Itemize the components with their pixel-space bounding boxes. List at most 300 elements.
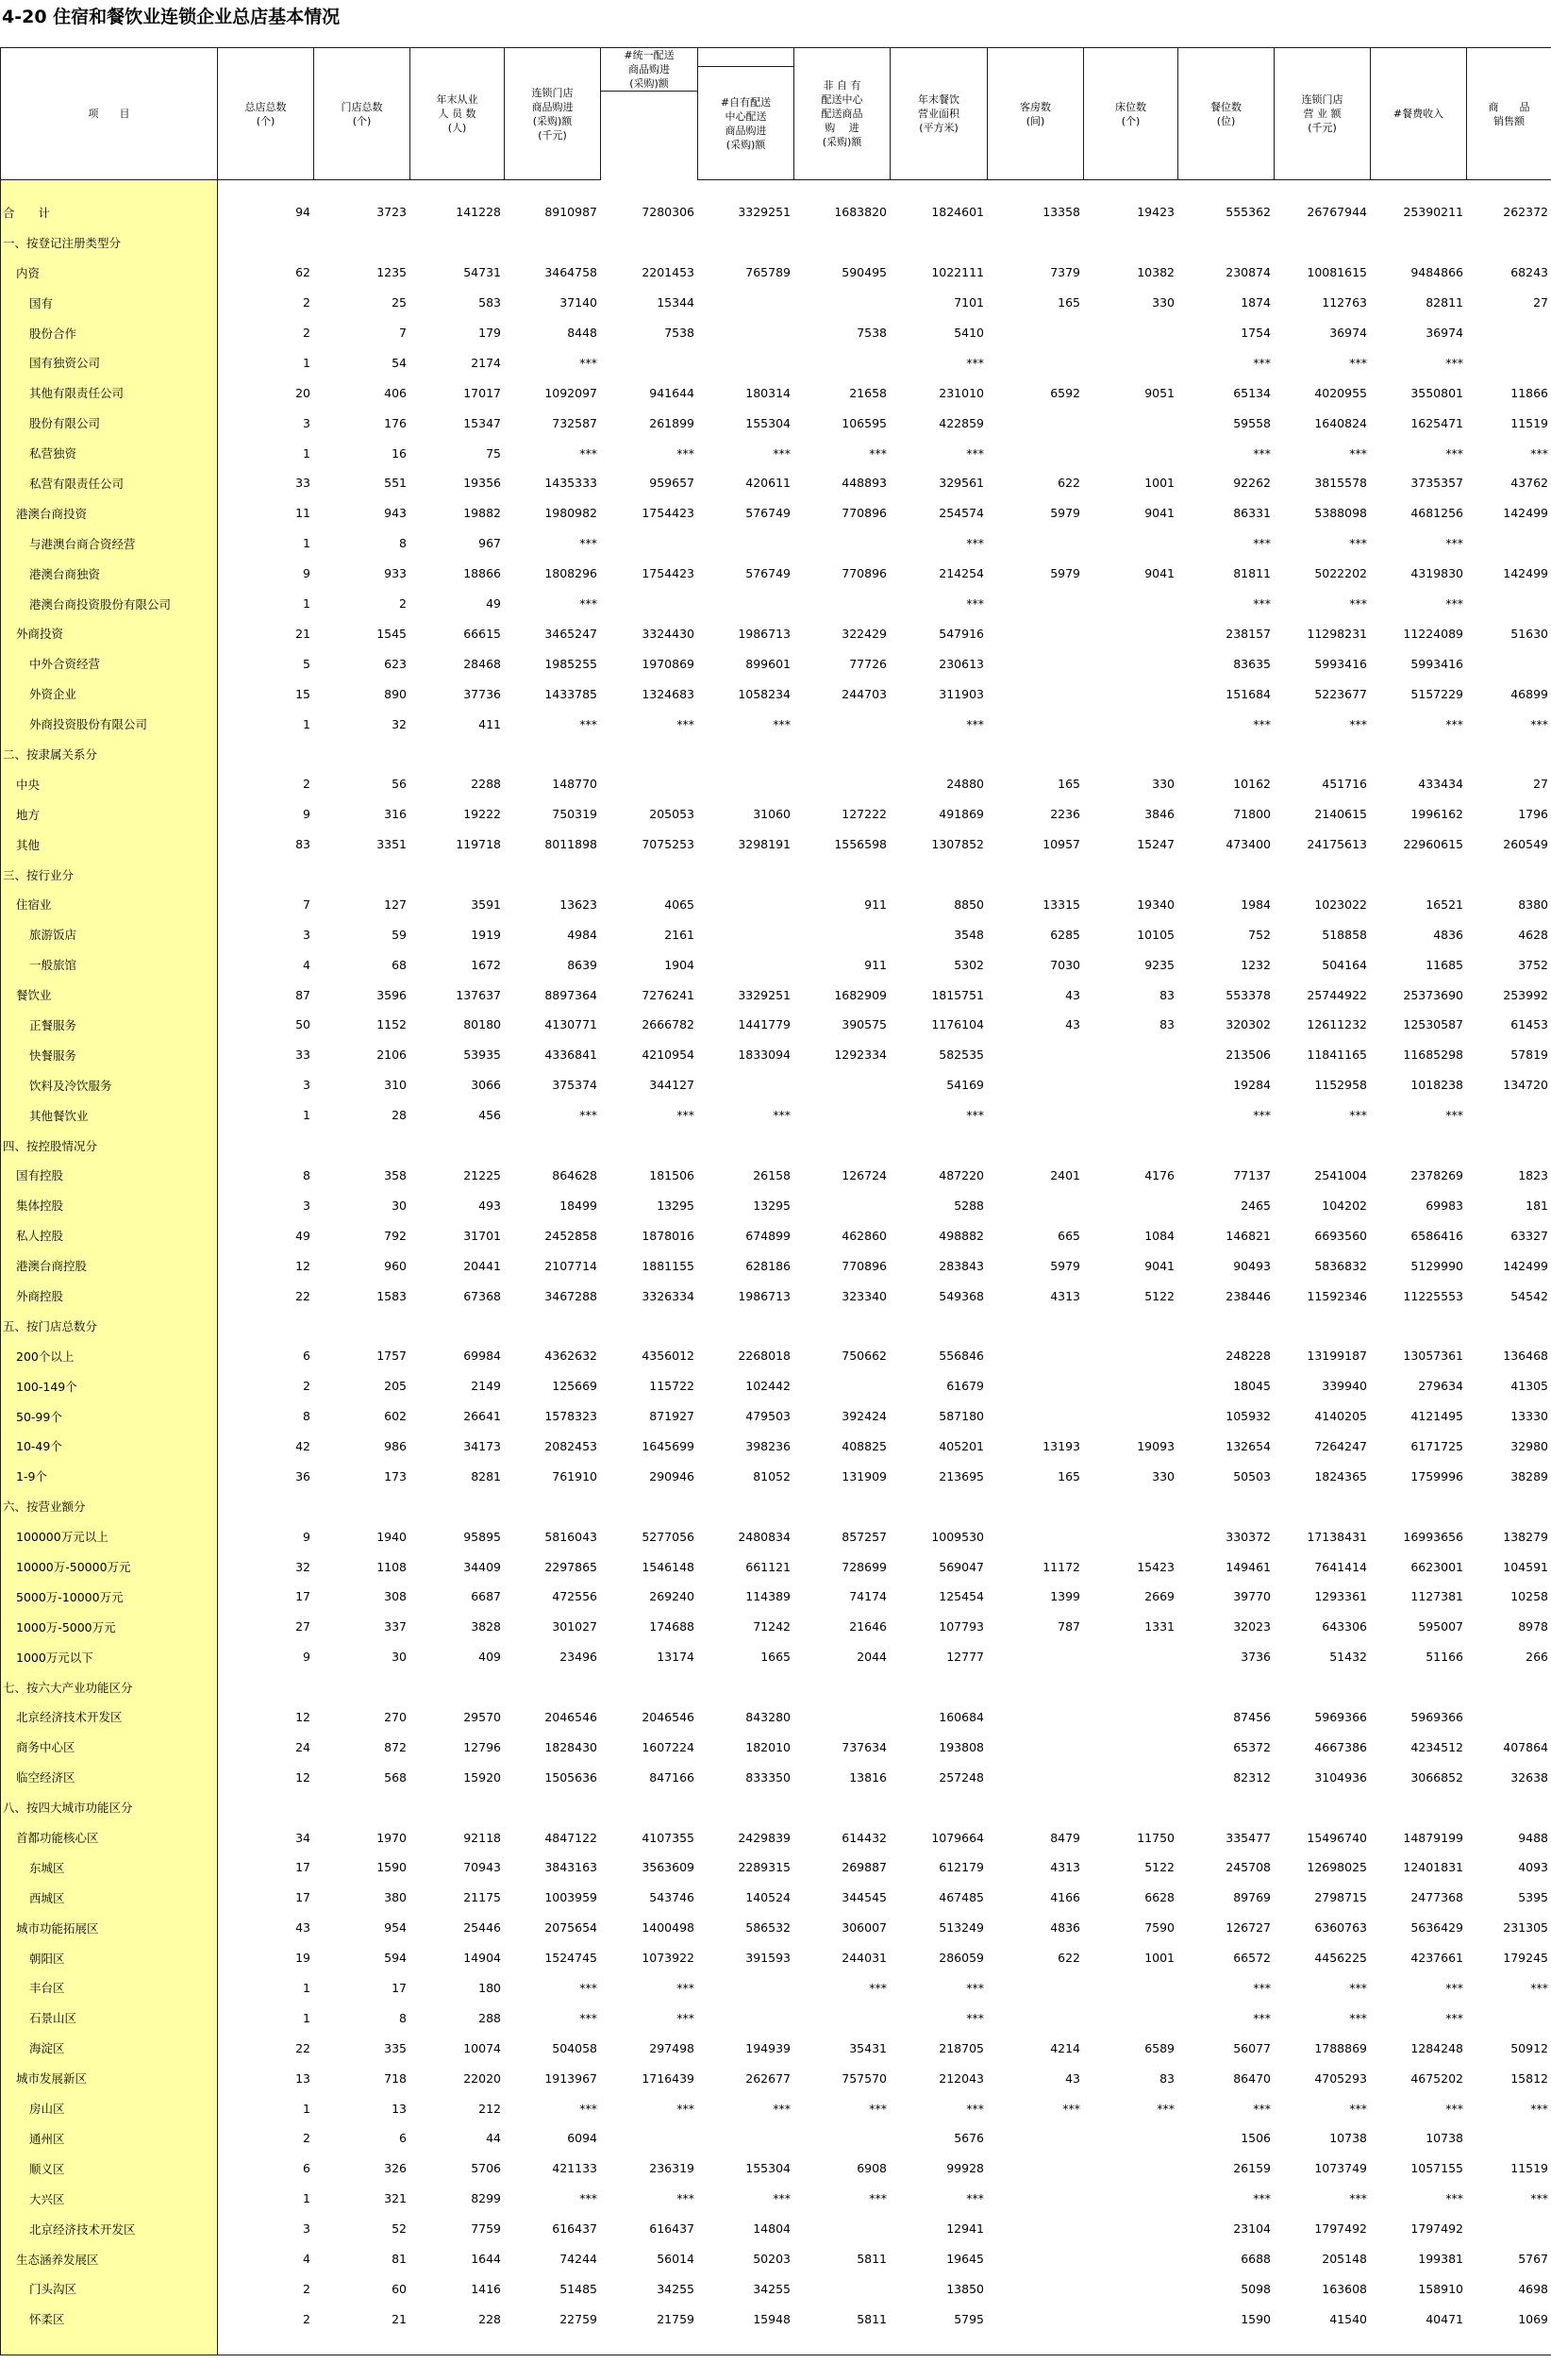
value-cell: 87456: [1233, 1709, 1271, 1724]
value-cell: 261899: [649, 415, 694, 430]
value-cell: [1084, 2184, 1178, 2214]
value-cell: 594: [384, 1951, 407, 1966]
value-cell: 614432: [842, 1830, 887, 1845]
value-cell: [601, 528, 698, 559]
value-cell: 193808: [939, 1739, 984, 1754]
value-cell: 231010: [939, 385, 984, 400]
table-row: [1, 648, 1551, 679]
value-cell: 19423: [1137, 205, 1175, 220]
row-label: 丰台区: [1, 1973, 218, 2003]
row-label: 八、按四大城市功能区分: [1, 1792, 218, 1822]
value-cell: [988, 227, 1084, 258]
value-cell: 4362632: [544, 1349, 597, 1364]
value-cell: 1986713: [738, 626, 791, 641]
value-cell: [505, 1491, 601, 1521]
value-cell: [314, 1792, 410, 1822]
value-cell: 1815751: [931, 987, 984, 1002]
value-cell: 37736: [463, 686, 501, 701]
value-cell: 141228: [456, 205, 501, 220]
table-row: [1, 1341, 1551, 1371]
value-cell: 57819: [1467, 1040, 1551, 1070]
value-cell: [410, 860, 505, 890]
value-cell: 165: [1058, 777, 1080, 792]
value-cell: 21: [392, 2311, 407, 2326]
value-cell: [988, 679, 1084, 709]
value-cell: 409: [478, 1650, 501, 1665]
value-cell: 54731: [463, 265, 501, 280]
value-cell: [601, 347, 698, 377]
value-cell: 131909: [842, 1468, 887, 1483]
header-area: 年末餐饮 营业面积 (平方米): [891, 48, 988, 180]
value-cell: [1084, 1792, 1178, 1822]
table-row: [1, 1762, 1551, 1792]
row-label: 朝阳区: [1, 1943, 218, 1973]
value-cell: ***: [1445, 1980, 1463, 1995]
value-cell: [314, 1311, 410, 1341]
value-cell: 1: [303, 2101, 310, 2116]
value-cell: 1506: [1241, 2131, 1271, 2146]
value-cell: 54542: [1467, 1281, 1551, 1311]
row-label: 门头沟区: [1, 2273, 218, 2304]
value-cell: 553378: [1226, 987, 1271, 1002]
value-cell: 9051: [1144, 385, 1175, 400]
value-cell: 180: [478, 1980, 501, 1995]
value-cell: 94: [295, 205, 310, 220]
value-cell: 8479: [1050, 1830, 1080, 1845]
value-cell: 3467288: [544, 1288, 597, 1303]
value-cell: 8850: [954, 897, 984, 912]
value-cell: 50203: [753, 2252, 791, 2266]
value-cell: 422859: [939, 415, 984, 430]
row-label: 四、按控股情况分: [1, 1131, 218, 1161]
value-cell: 3596: [376, 987, 407, 1002]
value-cell: 238446: [1226, 1288, 1271, 1303]
value-cell: 1757: [376, 1349, 407, 1364]
value-cell: [988, 739, 1084, 769]
value-cell: [698, 227, 794, 258]
table-row: [1, 2033, 1551, 2063]
value-cell: 5129990: [1410, 1258, 1463, 1273]
value-cell: 1001: [1144, 476, 1175, 491]
row-label: 七、按六大产业功能区分: [1, 1672, 218, 1702]
value-cell: [698, 1973, 794, 2003]
value-cell: 11224089: [1403, 626, 1463, 641]
value-cell: [1084, 1672, 1178, 1702]
table-row: [1, 347, 1551, 377]
value-cell: [988, 1702, 1084, 1733]
value-cell: 16: [392, 445, 407, 461]
row-label: 饮料及冷饮服务: [1, 1070, 218, 1100]
value-cell: [698, 1491, 794, 1521]
value-cell: 518858: [1322, 927, 1367, 942]
value-cell: 2: [303, 2281, 310, 2296]
value-cell: 2669: [1144, 1589, 1175, 1604]
value-cell: ***: [966, 596, 984, 612]
value-cell: 4: [303, 2252, 310, 2266]
value-cell: 62: [295, 265, 310, 280]
value-cell: [1467, 2123, 1551, 2154]
value-cell: [891, 1131, 988, 1161]
value-cell: [698, 288, 794, 318]
value-cell: 6094: [567, 2131, 597, 2146]
value-cell: 1682909: [834, 987, 887, 1002]
row-label: 正餐服务: [1, 1010, 218, 1040]
value-cell: 2401: [1050, 1167, 1080, 1182]
value-cell: 306007: [842, 1920, 887, 1936]
value-cell: 2106: [376, 1048, 407, 1063]
value-cell: [1178, 1311, 1275, 1341]
value-cell: 27: [295, 1619, 310, 1634]
value-cell: 674899: [745, 1228, 791, 1243]
value-cell: 13315: [1042, 897, 1080, 912]
value-cell: [601, 1131, 698, 1161]
value-cell: [988, 1491, 1084, 1521]
value-cell: 1092097: [544, 385, 597, 400]
value-cell: [988, 1131, 1084, 1161]
value-cell: 479503: [745, 1409, 791, 1424]
value-cell: 1545: [376, 626, 407, 641]
value-cell: 3550801: [1410, 385, 1463, 400]
row-label: 私营独资: [1, 438, 218, 468]
value-cell: 43: [1065, 1017, 1080, 1032]
value-cell: 1331: [1144, 1619, 1175, 1634]
value-cell: 22759: [559, 2311, 597, 2326]
value-cell: 205: [384, 1379, 407, 1394]
value-cell: 5122: [1144, 1860, 1175, 1875]
value-cell: [1275, 860, 1371, 890]
table-row: [1, 1582, 1551, 1612]
value-cell: 1583: [376, 1288, 407, 1303]
value-cell: 6: [303, 1349, 310, 1364]
empty-cell: [601, 2334, 698, 2355]
value-cell: 5969366: [1410, 1709, 1463, 1724]
value-cell: 11172: [1042, 1559, 1080, 1574]
value-cell: [1084, 1642, 1178, 1672]
value-cell: [1084, 438, 1178, 468]
row-label: 东城区: [1, 1852, 218, 1883]
value-cell: 491869: [939, 807, 984, 822]
value-cell: 1441779: [738, 1017, 791, 1032]
empty-cell: [1467, 2334, 1551, 2355]
value-cell: 757570: [842, 2070, 887, 2086]
value-cell: 2: [303, 2131, 310, 2146]
value-cell: 18499: [559, 1198, 597, 1213]
value-cell: [218, 860, 314, 890]
value-cell: 622: [1058, 476, 1080, 491]
value-cell: [314, 227, 410, 258]
value-cell: 30: [392, 1198, 407, 1213]
value-cell: 36974: [1329, 326, 1367, 340]
value-cell: 230874: [1226, 265, 1271, 280]
value-cell: 406: [384, 385, 407, 400]
value-cell: 23496: [559, 1650, 597, 1665]
value-cell: ***: [1445, 445, 1463, 461]
empty-cell: [601, 180, 698, 198]
value-cell: [988, 1973, 1084, 2003]
value-cell: [601, 1311, 698, 1341]
value-cell: 310: [384, 1078, 407, 1093]
value-cell: 16993656: [1403, 1529, 1463, 1544]
row-label: 二、按隶属关系分: [1, 739, 218, 769]
value-cell: 44: [486, 2131, 501, 2146]
value-cell: 179245: [1467, 1943, 1551, 1973]
value-cell: 11298231: [1307, 626, 1367, 641]
value-cell: 21225: [463, 1167, 501, 1182]
table-row: [1, 1401, 1551, 1432]
value-cell: 1986713: [738, 1288, 791, 1303]
value-cell: 148770: [552, 777, 597, 792]
value-cell: 25390211: [1403, 205, 1463, 220]
value-cell: 34255: [753, 2281, 791, 2296]
value-cell: 15247: [1137, 837, 1175, 852]
table-row: [1, 1973, 1551, 2003]
value-cell: [891, 227, 988, 258]
value-cell: 8299: [471, 2191, 501, 2206]
value-cell: 61453: [1467, 1010, 1551, 1040]
value-cell: [1084, 2304, 1178, 2334]
value-cell: 1235: [376, 265, 407, 280]
value-cell: [794, 1672, 891, 1702]
value-cell: 8: [399, 536, 407, 551]
value-cell: 1881155: [642, 1258, 694, 1273]
value-cell: 21658: [849, 385, 887, 400]
value-cell: 4984: [567, 927, 597, 942]
table-row: [1, 468, 1551, 498]
value-cell: ***: [1349, 2010, 1367, 2025]
value-cell: [988, 1762, 1084, 1792]
row-label: 国有控股: [1, 1161, 218, 1191]
value-cell: 125454: [939, 1589, 984, 1604]
row-label: 住宿业: [1, 889, 218, 919]
value-cell: 6586416: [1410, 1228, 1463, 1243]
value-cell: 11750: [1137, 1830, 1175, 1845]
row-label: 旅游饭店: [1, 919, 218, 949]
value-cell: 99928: [946, 2161, 984, 2176]
row-label: 石景山区: [1, 2003, 218, 2033]
header-catering-income: #餐费收入: [1371, 48, 1467, 180]
value-cell: 59558: [1233, 415, 1271, 430]
value-cell: 9488: [1467, 1822, 1551, 1852]
value-cell: 52: [392, 2221, 407, 2237]
value-cell: 92262: [1233, 476, 1271, 491]
value-cell: 63327: [1467, 1220, 1551, 1250]
value-cell: 1823: [1467, 1161, 1551, 1191]
value-cell: 623: [384, 656, 407, 671]
value-cell: 2452858: [544, 1228, 597, 1243]
value-cell: 582535: [939, 1048, 984, 1063]
value-cell: [988, 1371, 1084, 1401]
value-cell: [988, 2123, 1084, 2154]
value-cell: ***: [579, 1108, 597, 1123]
value-cell: 43: [1065, 2070, 1080, 2086]
value-cell: 65134: [1233, 385, 1271, 400]
row-label: 5000万-10000万元: [1, 1582, 218, 1612]
value-cell: [988, 528, 1084, 559]
value-cell: 8: [399, 2010, 407, 2025]
value-cell: 3326334: [642, 1288, 694, 1303]
value-cell: [601, 227, 698, 258]
value-cell: ***: [1253, 536, 1271, 551]
value-cell: 7030: [1050, 957, 1080, 972]
value-cell: 358: [384, 1167, 407, 1182]
value-cell: 3828: [471, 1619, 501, 1634]
table-row: [1, 589, 1551, 619]
value-cell: 142499: [1467, 559, 1551, 589]
value-cell: 5: [303, 656, 310, 671]
value-cell: [314, 739, 410, 769]
row-label: 中央: [1, 769, 218, 799]
value-cell: 1: [303, 2010, 310, 2025]
value-cell: 194939: [745, 2040, 791, 2055]
value-cell: 1073749: [1314, 2161, 1367, 2176]
value-cell: 17: [295, 1890, 310, 1905]
value-cell: ***: [1349, 1108, 1367, 1123]
value-cell: ***: [1349, 2191, 1367, 2206]
value-cell: 7280306: [642, 205, 694, 220]
value-cell: 339940: [1322, 1379, 1367, 1394]
value-cell: 330372: [1226, 1529, 1271, 1544]
value-cell: 260549: [1467, 830, 1551, 860]
value-cell: 6: [303, 2161, 310, 2176]
table-row: [1, 1161, 1551, 1191]
value-cell: 51630: [1467, 618, 1551, 648]
value-cell: ***: [1467, 709, 1551, 739]
value-cell: 20: [295, 385, 310, 400]
value-cell: 4166: [1050, 1890, 1080, 1905]
value-cell: 12698025: [1307, 1860, 1367, 1875]
value-cell: 46899: [1467, 679, 1551, 709]
row-label: 港澳台商独资: [1, 559, 218, 589]
value-cell: ***: [676, 1108, 694, 1123]
empty-cell: [1275, 180, 1371, 198]
value-cell: 115722: [649, 1379, 694, 1394]
value-cell: 326: [384, 2161, 407, 2176]
table-row: [1, 709, 1551, 739]
value-cell: 765789: [745, 265, 791, 280]
value-cell: 4: [303, 957, 310, 972]
value-cell: 269887: [842, 1860, 887, 1875]
value-cell: 9: [303, 807, 310, 822]
value-cell: [988, 2244, 1084, 2274]
value-cell: 612179: [939, 1860, 984, 1875]
table-row: [1, 408, 1551, 438]
value-cell: 959657: [649, 476, 694, 491]
value-cell: 90493: [1233, 1258, 1271, 1273]
value-cell: [891, 1672, 988, 1702]
value-cell: [601, 1491, 698, 1521]
value-cell: [1084, 1190, 1178, 1220]
row-label: 外商投资股份有限公司: [1, 709, 218, 739]
value-cell: 9041: [1144, 1258, 1175, 1273]
value-cell: 254574: [939, 506, 984, 521]
value-cell: 27: [1467, 769, 1551, 799]
value-cell: 199381: [1418, 2252, 1463, 2266]
row-label: 外商投资: [1, 618, 218, 648]
value-cell: [1084, 2214, 1178, 2244]
row-label: 西城区: [1, 1883, 218, 1913]
value-cell: 49: [486, 596, 501, 612]
value-cell: 504058: [552, 2040, 597, 2055]
value-cell: 51166: [1426, 1650, 1463, 1665]
value-cell: 69983: [1426, 1198, 1463, 1213]
table-row: [1, 1642, 1551, 1672]
value-cell: 750319: [552, 807, 597, 822]
value-cell: [1084, 1070, 1178, 1100]
table-row: [1, 1852, 1551, 1883]
value-cell: 142499: [1467, 498, 1551, 528]
value-cell: ***: [1445, 716, 1463, 731]
row-label: 临空经济区: [1, 1762, 218, 1792]
value-cell: [505, 1131, 601, 1161]
value-cell: 1980982: [544, 506, 597, 521]
value-cell: 4121495: [1410, 1409, 1463, 1424]
value-cell: 22960615: [1403, 837, 1463, 852]
value-cell: 6: [399, 2131, 407, 2146]
value-cell: [505, 1792, 601, 1822]
value-cell: 3815578: [1314, 476, 1367, 491]
value-cell: ***: [579, 2191, 597, 2206]
value-cell: 1084: [1144, 1228, 1175, 1243]
value-cell: 8910987: [544, 205, 597, 220]
value-cell: ***: [869, 2101, 887, 2116]
table-row: [1, 679, 1551, 709]
value-cell: [988, 1521, 1084, 1551]
value-cell: [1084, 2273, 1178, 2304]
value-cell: 3723: [376, 205, 407, 220]
value-cell: 15344: [657, 295, 694, 310]
value-cell: [1084, 2003, 1178, 2033]
value-cell: [601, 1672, 698, 1702]
value-cell: [410, 1672, 505, 1702]
value-cell: [794, 1131, 891, 1161]
value-cell: 1433785: [544, 686, 597, 701]
value-cell: 3752: [1467, 949, 1551, 980]
row-label: 港澳台商控股: [1, 1250, 218, 1281]
value-cell: [1371, 1792, 1467, 1822]
value-cell: [1084, 318, 1178, 348]
value-cell: 43762: [1467, 468, 1551, 498]
empty-cell: [1275, 2334, 1371, 2355]
value-cell: [1467, 1100, 1551, 1131]
value-cell: ***: [1349, 596, 1367, 612]
value-cell: 3329251: [738, 205, 791, 220]
value-cell: 13623: [559, 897, 597, 912]
value-cell: 1232: [1241, 957, 1271, 972]
value-cell: 104591: [1467, 1551, 1551, 1582]
table-row: [1, 1190, 1551, 1220]
value-cell: ***: [869, 1980, 887, 1995]
value-cell: 33: [295, 476, 310, 491]
value-cell: 2201453: [642, 265, 694, 280]
value-cell: 967: [478, 536, 501, 551]
value-cell: [1178, 739, 1275, 769]
value-cell: [314, 860, 410, 890]
value-cell: ***: [773, 2191, 791, 2206]
value-cell: 1293361: [1314, 1589, 1367, 1604]
value-cell: [1467, 860, 1551, 890]
value-cell: 5410: [954, 326, 984, 340]
value-cell: 10258: [1467, 1582, 1551, 1612]
value-cell: [988, 2304, 1084, 2334]
value-cell: 4237661: [1410, 1951, 1463, 1966]
table-row: [1, 1010, 1551, 1040]
table-row: [1, 1100, 1551, 1131]
table-row: [1, 498, 1551, 528]
value-cell: [601, 860, 698, 890]
table-row: [1, 1943, 1551, 1973]
value-cell: 50: [295, 1017, 310, 1032]
value-cell: 301027: [552, 1619, 597, 1634]
